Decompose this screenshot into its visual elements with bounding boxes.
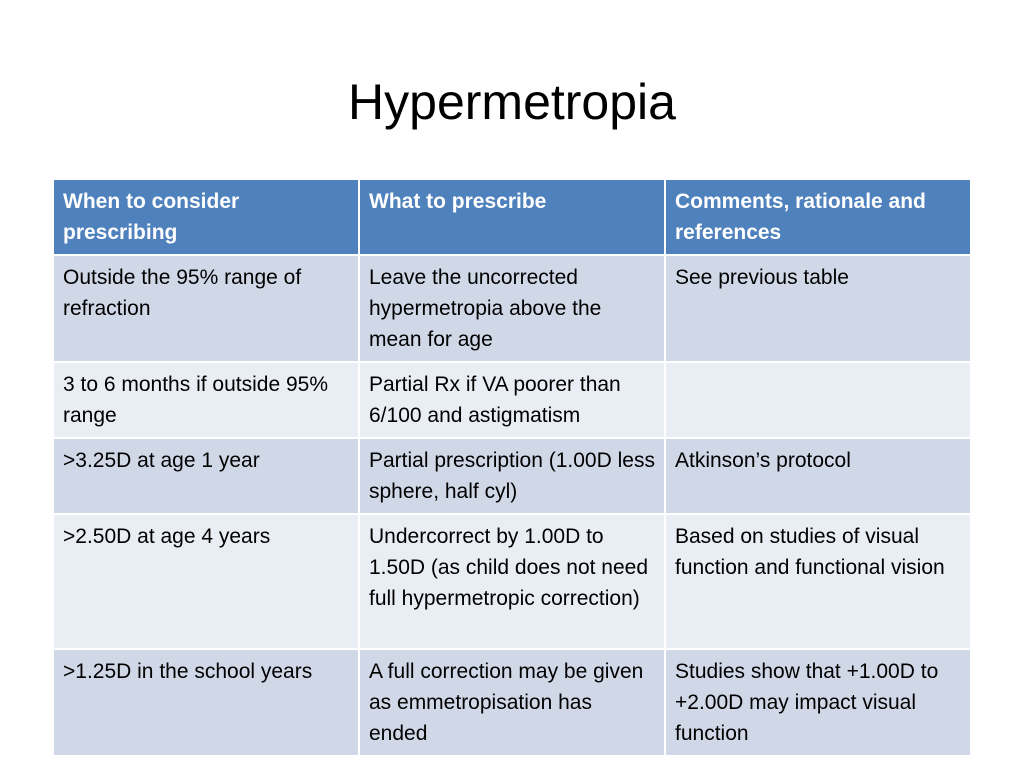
table-row — [53, 514, 971, 649]
table-cell: >1.25D in the school years — [53, 649, 359, 756]
table-cell — [665, 362, 971, 438]
table-cell: Based on studies of visual function and functional vision — [665, 514, 971, 649]
table-cell: See previous table — [665, 255, 971, 362]
header-cell-when: When to consider prescribing — [53, 179, 359, 255]
table-cell: >2.50D at age 4 years — [53, 514, 359, 649]
table-cell: 3 to 6 months if outside 95% range — [53, 362, 359, 438]
table-cell: Leave the uncorrected hypermetropia above the mean for age — [359, 255, 665, 362]
table-cell: A full correction may be given as emmetropisation has ended — [359, 649, 665, 756]
prescribing-table — [52, 178, 972, 757]
slide-title: Hypermetropia — [348, 74, 676, 130]
table-cell: Atkinson’s protocol — [665, 438, 971, 514]
header-cell-what: What to prescribe — [359, 179, 665, 255]
table-row — [53, 438, 971, 514]
table-row — [53, 362, 971, 438]
table-header-row — [53, 179, 971, 255]
table-cell: Partial Rx if VA poorer than 6/100 and astigmatism — [359, 362, 665, 438]
table-row — [53, 255, 971, 362]
header-cell-comments: Comments, rationale and references — [665, 179, 971, 255]
table-cell: Outside the 95% range of refraction — [53, 255, 359, 362]
table-cell: Undercorrect by 1.00D to 1.50D (as child does not need full hypermetropic correction) — [359, 514, 665, 649]
table-cell: >3.25D at age 1 year — [53, 438, 359, 514]
table-cell: Partial prescription (1.00D less sphere, half cyl) — [359, 438, 665, 514]
table-cell: Studies show that +1.00D to +2.00D may impact visual function — [665, 649, 971, 756]
table-row — [53, 649, 971, 756]
